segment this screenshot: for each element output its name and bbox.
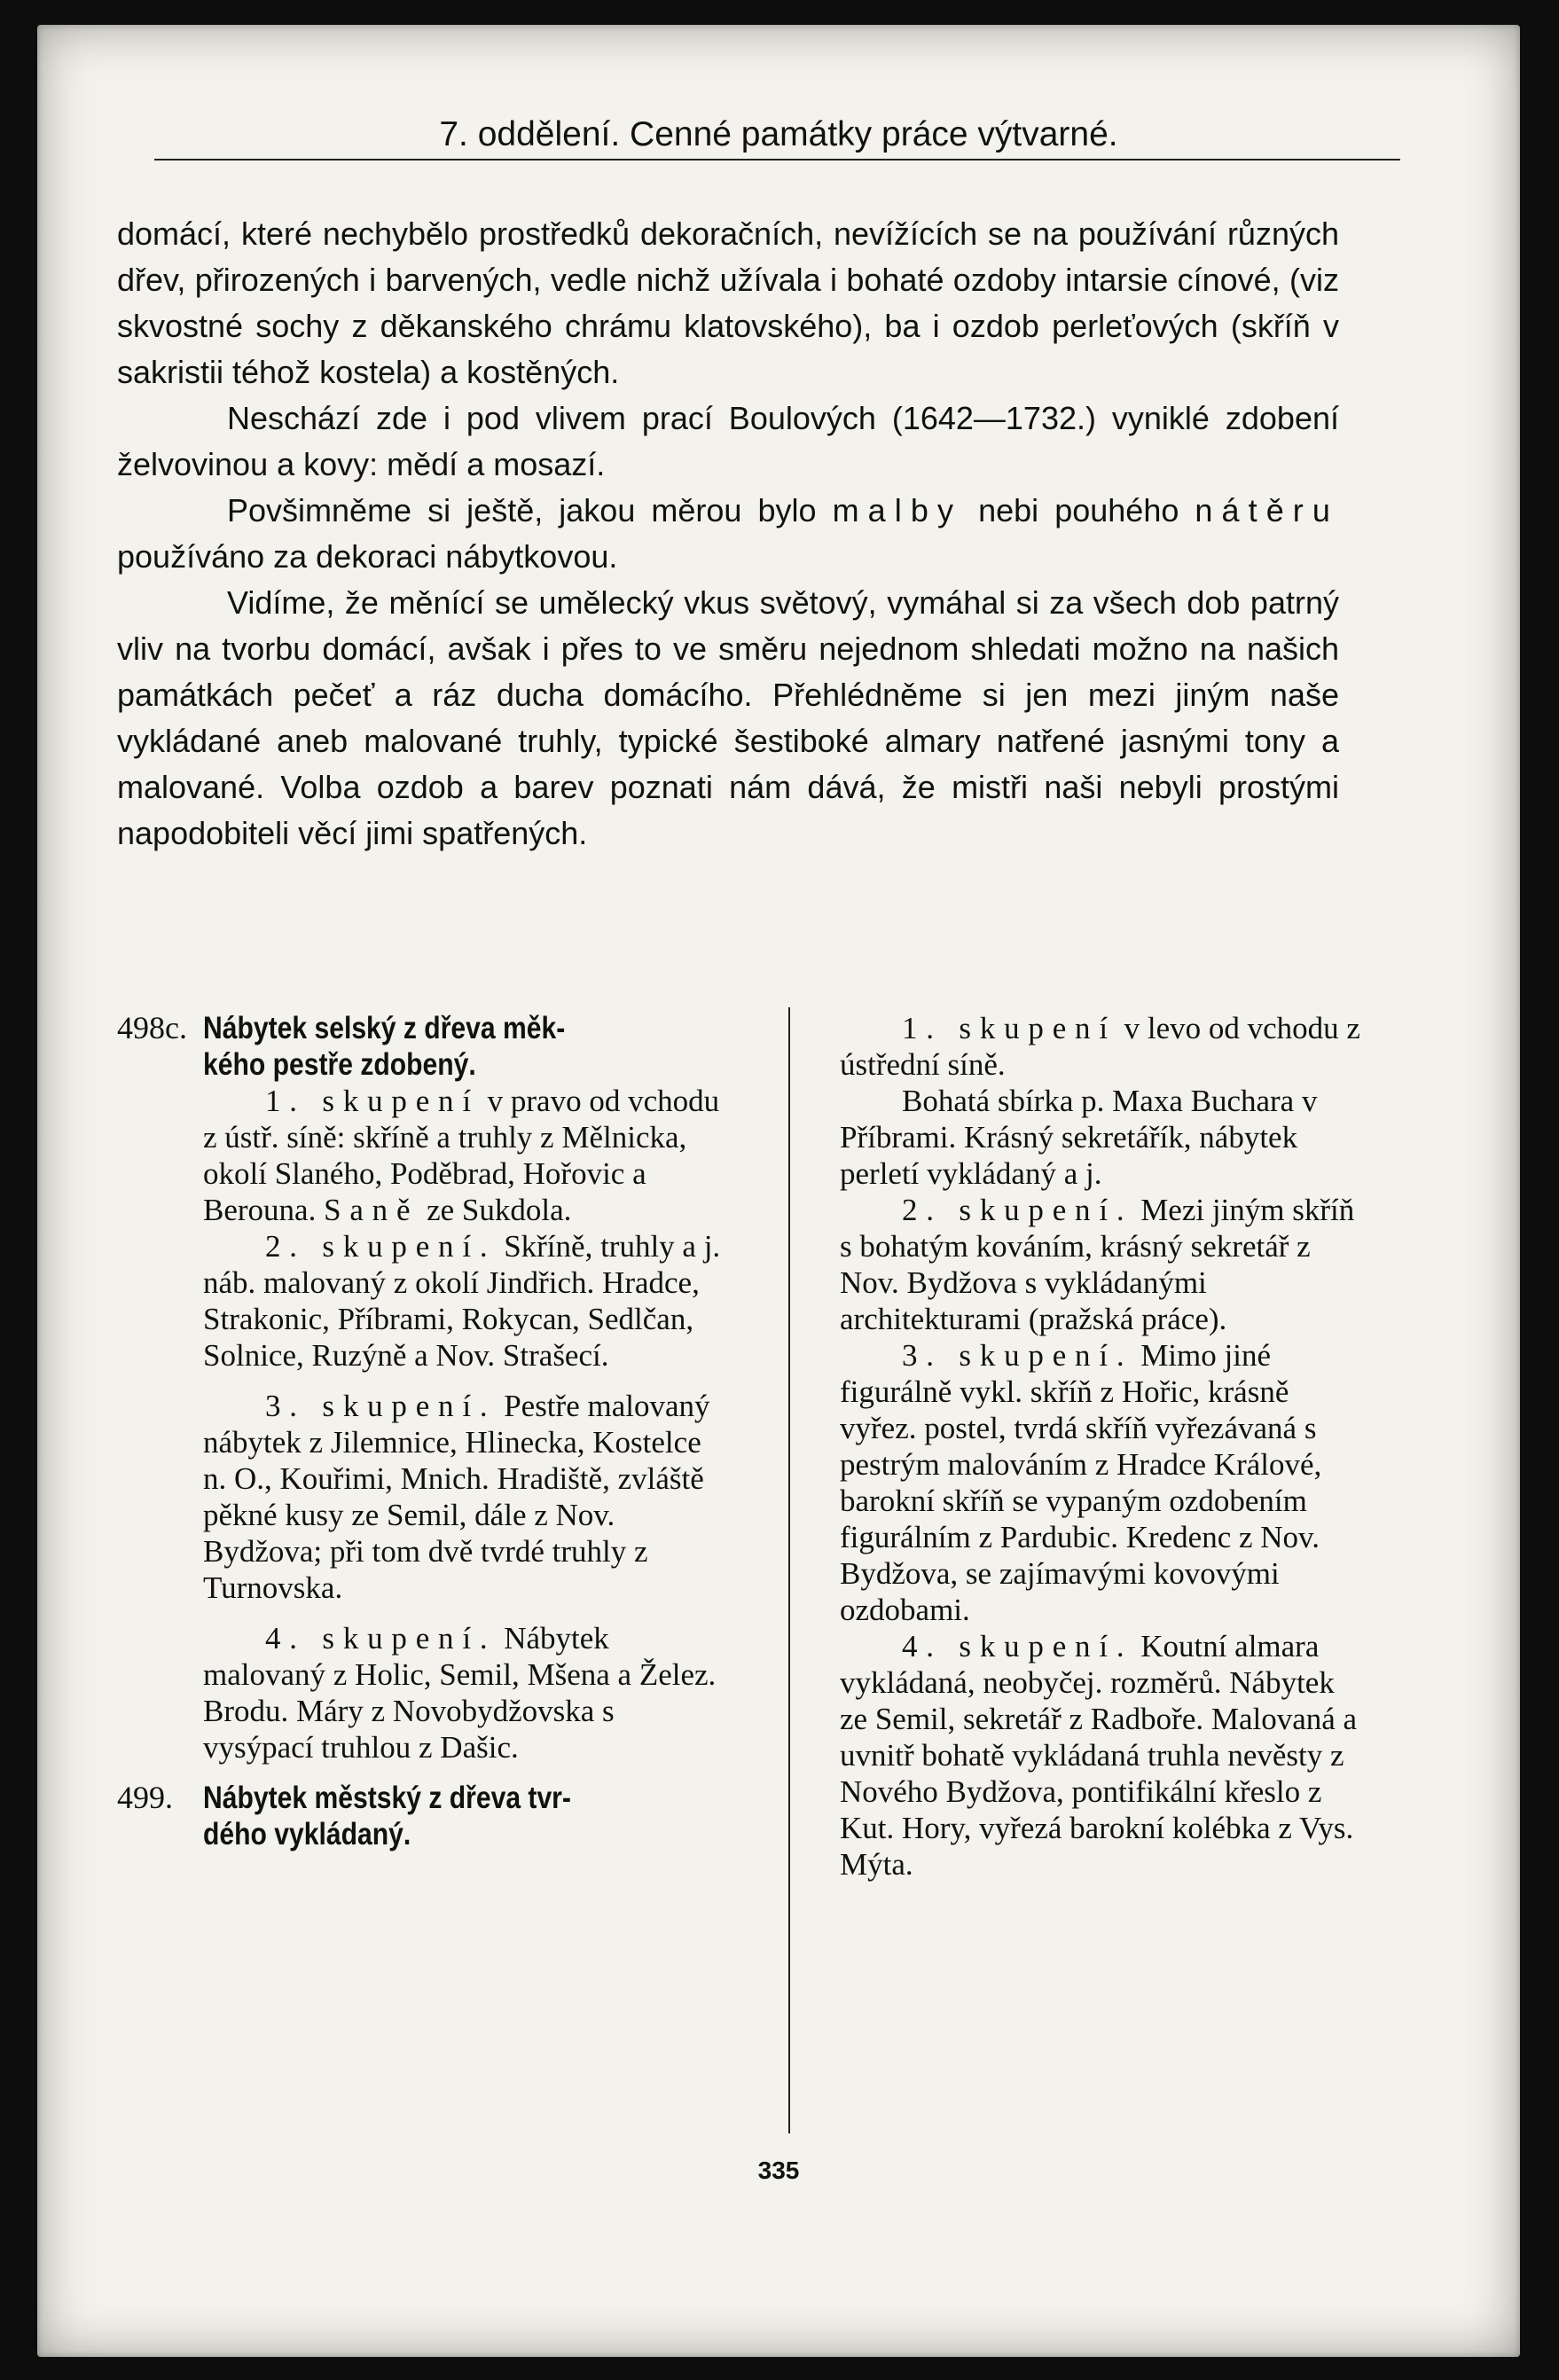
intro-paragraph-4: Vidíme, že měnící se umělecký vkus světový, vymáhal si za všech dob patrný vliv na tvorbu domácí, avšak i přes to ve směru nejednom shledati možno na našich památkách pečeť a ráz ducha domácího. Přehlédněme si jen mezi jiným naše vykládané aneb malované truhly, typické šestiboké almary natřené jasnými tony a malované. Volba ozdob a barev poznati nám dává, že mistři naši nebyli prostými napodobiteli věcí jimi spatřených. — [117, 584, 1339, 851]
group-label: 1. skupení — [265, 1084, 480, 1118]
title-line-1: Nábytek městský z dřeva tvr- — [203, 1781, 571, 1815]
entry-499-heading — [117, 1780, 727, 1852]
group-2 — [203, 1228, 727, 1374]
group-1 — [203, 1083, 727, 1228]
p3-nateru: nátěru — [1195, 492, 1339, 528]
title-line-2: kého pestře zdobený. — [203, 1047, 476, 1082]
title-line-2: dého vykládaný. — [203, 1817, 411, 1852]
right-group-1 — [840, 1010, 1363, 1083]
group-text: Nábytek malovaný z Holic, Semil, Mšena a Želez. Brodu. Máry z Novobydžovska s vysýpací truhlou z Dašic. — [203, 1621, 717, 1765]
p3-part-a: Povšimněme si ještě, jakou měrou bylo — [227, 492, 817, 528]
group-text: v pravo od vchodu z ústř. síně: skříně a truhly z Mělnicka, okolí Slaného, Poděbrad, Hořovic a Berouna. — [203, 1084, 720, 1227]
group-label: 3. skupení. — [265, 1389, 497, 1423]
right-column — [840, 1010, 1363, 1883]
page-header: 7. oddělení. Cenné památky práce výtvarné. — [439, 115, 1118, 153]
right-group-4 — [840, 1628, 1363, 1883]
group-text: Koutní almara vykládaná, neobyčej. rozměrů. Nábytek ze Semil, sekretář z Radboře. Malovaná a uvnitř bohatě vykládaná truhla nevěsty z Nového Bydžova, pontifikální křeslo z Kut. Hory, vyřezá barokní kolébka z Vys. Mýta. — [840, 1629, 1358, 1882]
right-group-1-collection: Bohatá sbírka p. Maxa Buchara v Příbrami. Krásný sekretářík, nábytek perletí vykládaný a j. — [840, 1084, 1318, 1191]
entry-title — [203, 1010, 654, 1083]
group-text-end: ze Sukdola. — [427, 1193, 572, 1227]
intro-paragraph-1: domácí, které nechybělo prostředků dekoračních, nevížících se na používání různých dřev, přirozených i barvených, vedle nichž užívala i bohaté ozdoby intarsie cínové, (viz skvostné sochy z děkanského chrámu klatovského), ba i ozdob perleťových (skříň v sakristii téhož kostela) a kostěných. — [117, 215, 1339, 390]
group-text: Pestře malovaný nábytek z Jilemnice, Hlinecka, Kostelce n. O., Kouřimi, Mnich. Hradiště, zvláště pěkné kusy ze Semil, dále z Nov. Bydžova; při tom dvě tvrdé truhly z Turnovska. — [203, 1389, 710, 1605]
group-label: 2. skupení. — [265, 1229, 497, 1264]
group-text: Mezi jiným skříň s bohatým kováním, krásný sekretář z Nov. Bydžova s vykládanými architekturami (pražská práce). — [840, 1193, 1355, 1336]
entry-498c-heading — [117, 1010, 727, 1083]
title-line-1: Nábytek selský z dřeva měk- — [203, 1011, 566, 1045]
header-rule — [154, 159, 1400, 160]
p3-part-c: nebi pouhého — [978, 492, 1179, 528]
book-page — [37, 25, 1520, 2357]
group-text: Mimo jiné figurálně vykl. skříň z Hořic, krásně vyřez. postel, tvrdá skříň vyřezávaná s pestrým malováním z Hradce Králové, barokní skříň se vypaným ozdobením figurálním z Pardubic. Kredenc z Nov. Bydžova, se zajímavými kovovými ozdobami. — [840, 1338, 1322, 1627]
p3-part-e: používáno za dekoraci nábytkovou. — [117, 538, 618, 575]
group-label: 4. skupení. — [902, 1629, 1133, 1664]
entry-number: 499. — [117, 1780, 173, 1815]
sane-word: Saně — [324, 1193, 419, 1227]
intro-text — [117, 211, 1339, 857]
group-text: v levo od vchodu z ústřední síně. — [840, 1011, 1360, 1082]
entry-number: 498c. — [117, 1010, 187, 1045]
left-column — [117, 1010, 727, 1852]
page-number: 335 — [757, 2157, 800, 2184]
group-3 — [203, 1388, 727, 1606]
group-text: Skříně, truhly a j. náb. malovaný z okolí Jindřich. Hradce, Strakonic, Příbrami, Rokycan, Sedlčan, Solnice, Ruzýně a Nov. Strašecí. — [203, 1229, 721, 1373]
entry-498c-body — [117, 1083, 727, 1765]
intro-paragraph-3 — [117, 488, 1339, 580]
group-label: 4. skupení. — [265, 1621, 497, 1656]
group-label: 2. skupení. — [902, 1193, 1133, 1227]
right-group-2 — [840, 1192, 1363, 1337]
group-label: 1. skupení — [902, 1011, 1116, 1045]
group-4 — [203, 1620, 727, 1765]
right-group-3 — [840, 1337, 1363, 1628]
entry-title — [203, 1780, 654, 1852]
intro-paragraph-2: Neschází zde i pod vlivem prací Boulových (1642—1732.) vyniklé zdobení želvovinou a kovy: mědí a mosazí. — [117, 400, 1339, 482]
column-divider — [788, 1007, 790, 2133]
p3-malby: malby — [832, 492, 963, 528]
group-label: 3. skupení. — [902, 1338, 1133, 1373]
